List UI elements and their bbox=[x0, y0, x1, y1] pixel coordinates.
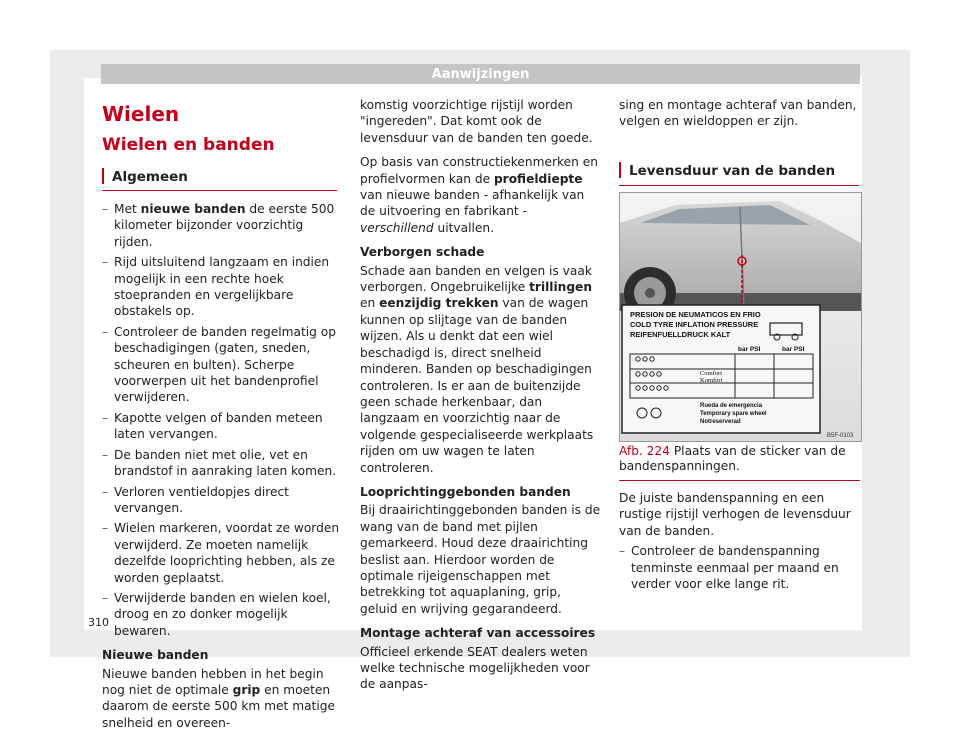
paragraph: De juiste bandenspanning en een rustige rijstijl verhogen de levensduur van de banden. bbox=[619, 491, 851, 538]
paragraph-text: Schade aan banden en velgen is vaak verborgen. Ongebruikelijke bbox=[360, 263, 592, 295]
paragraph-text: van nieuwe banden - afhankelijk van de uitvoering en fabrikant - bbox=[360, 188, 585, 219]
paragraph: Officieel erkende SEAT dealers weten welke technische mogelijkheden voor de aanpas- bbox=[360, 644, 590, 692]
paragraph: komstig voorzichtige rijstijl worden "ingereden". Dat komt ook de levensduur van de banden ten goede. bbox=[360, 98, 593, 145]
sticker-bar-psi-2: bar PSI bbox=[782, 346, 805, 353]
paragraph-heading: Looprichtinggebonden banden bbox=[360, 484, 571, 499]
emphasis: nieuwe banden bbox=[140, 202, 246, 216]
column-2 bbox=[360, 97, 602, 701]
paragraph-text: uitvallen. bbox=[433, 220, 494, 235]
list-item: – Kapotte velgen of banden meteen laten vervangen. bbox=[102, 410, 342, 443]
paragraph-text: Nieuwe banden hebben in het begin nog niet de optimale bbox=[102, 666, 324, 697]
figure-tyre-pressure-sticker bbox=[619, 192, 862, 442]
subsection-title-text: Algemeen bbox=[112, 169, 188, 185]
chapter-title: Wielen bbox=[102, 102, 180, 126]
paragraph-text: van de wagen kunnen op slijtage van de banden wijzen. Als u denkt dat een wiel beschadigd is, direct snelheid minderen. Banden op beschadigingen controleren. Is er aan de buitenzijde geen schade herkenbaar, dan langzaam en voorzichtig naar de volgende gespecialiseerde werkplaats rijden om uw wagen te laten controleren. bbox=[360, 296, 594, 475]
list-item-text: Met bbox=[114, 202, 141, 216]
list-item: – Rijd uitsluitend langzaam en indien mogelijk in een rechte hoek stoepranden en vergelijkbare obstakels op. bbox=[102, 254, 342, 320]
paragraph bbox=[360, 154, 602, 236]
paragraph-heading: Nieuwe banden bbox=[102, 648, 209, 663]
paragraph-heading: Montage achteraf van accessoires bbox=[360, 626, 596, 641]
tips-list bbox=[102, 201, 342, 639]
sticker-spare-1: Rueda de emergencia bbox=[700, 403, 763, 409]
paragraph bbox=[102, 666, 342, 732]
sticker-spare-3: Notreserverad bbox=[700, 419, 741, 425]
sticker-bar-psi-1: bar PSI bbox=[738, 346, 761, 353]
list-item: – Wielen markeren, voordat ze worden verwijderd. Ze moeten namelijk dezelfde looprichting hebben, als ze worden geplaatst. bbox=[102, 520, 342, 586]
figure-number: Afb. 224 bbox=[619, 444, 670, 458]
paragraph-text: en moeten daarom de eerste 500 km met matige snelheid en overeen- bbox=[102, 682, 335, 730]
sticker-comfort-2: Komfort bbox=[700, 377, 723, 384]
emphasis: profieldiepte bbox=[493, 171, 583, 186]
list-item-text: de eerste 500 kilometer bijzonder voorzichtig rijden. bbox=[114, 202, 335, 249]
emphasis: eenzijdig trekken bbox=[379, 296, 499, 311]
paragraph-heading: Verborgen schade bbox=[360, 245, 485, 260]
section-heading bbox=[619, 158, 859, 186]
emphasis: trillingen bbox=[529, 280, 592, 295]
column-3-lower bbox=[619, 490, 860, 600]
heading-marker bbox=[102, 168, 104, 184]
column-3 bbox=[619, 97, 860, 138]
page-number: 310 bbox=[88, 616, 109, 629]
section-heading-text: Levensduur van de banden bbox=[629, 163, 836, 179]
column-1 bbox=[102, 92, 342, 739]
list-item: – Verwijderde banden en wielen koel, droog en zo donker mogelijk bewaren. bbox=[102, 590, 342, 639]
italic-text: verschillend bbox=[360, 220, 434, 235]
sticker-comfort-1: Comfort bbox=[700, 370, 723, 377]
list-item: – Controleer de banden regelmatig op beschadigingen (gaten, sneden, scheuren en bulten). Scherpe voorwerpen uit het bandenprofiel verwijderen. bbox=[102, 324, 342, 406]
sticker-spare-2: Temporary spare wheel bbox=[700, 411, 767, 417]
subsection-title bbox=[102, 164, 337, 191]
heading-marker bbox=[619, 162, 621, 178]
paragraph-text: Op basis van constructiekenmerken en profielvormen kan de bbox=[360, 155, 598, 186]
page-header: Aanwijzingen bbox=[101, 64, 860, 84]
tips-list bbox=[619, 543, 860, 592]
paragraph: sing en montage achteraf van banden, velgen en wieldoppen er zijn. bbox=[619, 98, 857, 129]
emphasis: grip bbox=[232, 682, 261, 697]
figure-caption bbox=[619, 444, 860, 481]
car-sticker-illustration bbox=[620, 193, 861, 441]
list-item: – De banden niet met olie, vet en brandstof in aanraking laten komen. bbox=[102, 447, 342, 480]
list-item: – Controleer de bandenspanning tenminste eenmaal per maand en verder voor elke lange rit. bbox=[619, 543, 860, 592]
sticker-line-2: COLD TYRE INFLATION PRESSURE bbox=[630, 320, 759, 329]
paragraph: Bij draairichtinggebonden banden is de wang van de band met pijlen gemarkeerd. Houd deze draairichting beslist aan. Hierdoor worden de optimale rijeigenschappen met betrekking tot aquaplaning, grip, geluid en wrijving gegarandeerd. bbox=[360, 503, 601, 616]
paragraph bbox=[360, 263, 602, 476]
sticker-line-3: REIFENFUELLDRUCK KALT bbox=[630, 330, 731, 339]
figure-code: B5F-0103 bbox=[827, 433, 854, 439]
section-title: Wielen en banden bbox=[102, 135, 275, 155]
list-item bbox=[102, 201, 342, 250]
caption-text: Plaats van de sticker van de bandenspanningen. bbox=[619, 444, 846, 473]
list-item: – Verloren ventieldopjes direct vervangen. bbox=[102, 484, 342, 517]
paragraph-text: en bbox=[360, 296, 380, 311]
sticker-line-1: PRESION DE NEUMATICOS EN FRIO bbox=[630, 310, 761, 319]
